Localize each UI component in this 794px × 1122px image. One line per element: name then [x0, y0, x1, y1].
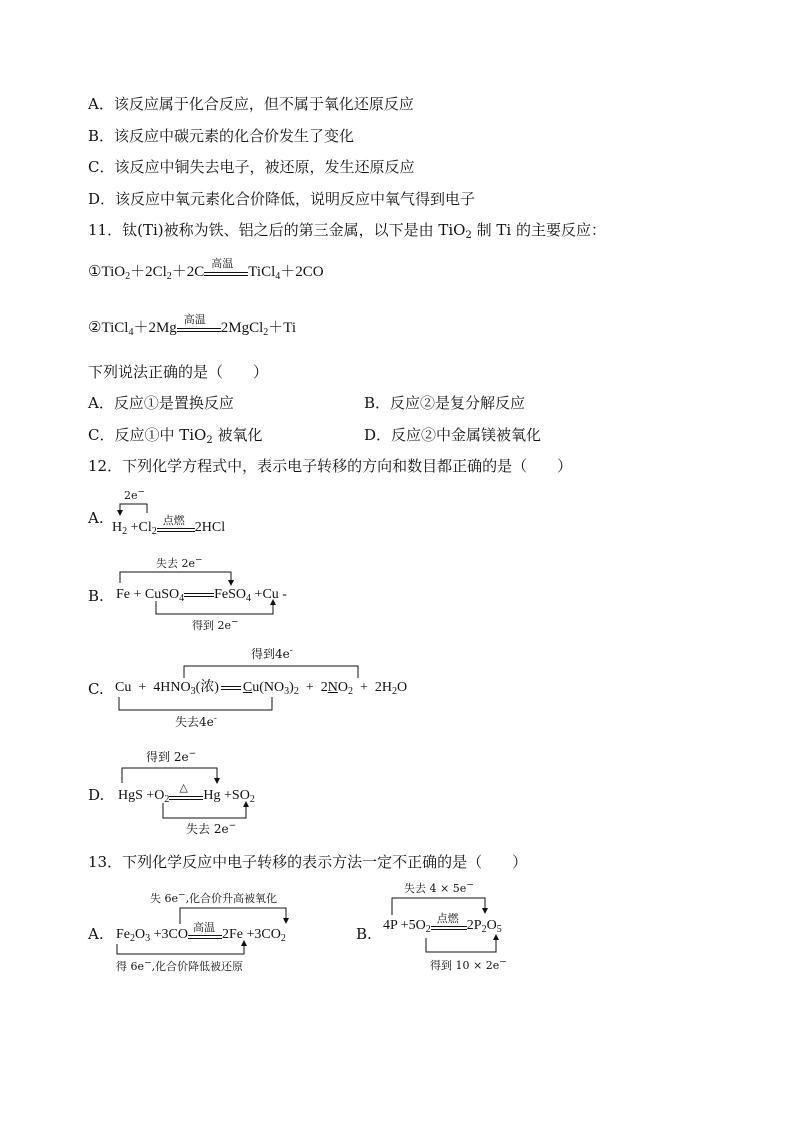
- q13-label-a: A.: [88, 925, 104, 943]
- q13a-gain-label: 得 6e−,化合价降低被还原: [116, 958, 244, 973]
- q12b-gain-label: 得到 2e−: [192, 617, 239, 632]
- q11-prompt: 下列说法正确的是（ ）: [88, 363, 269, 381]
- q11-option-a: A．反应①是置换反应: [88, 394, 234, 412]
- q13b-equation: $4P +5O_2$ 点燃 $2P_2O_5$: [383, 916, 502, 936]
- condition-label: 高温: [211, 257, 234, 270]
- q12d-gain-label: 得到 2e−: [146, 749, 197, 764]
- q12-label-d: D.: [88, 786, 105, 804]
- q13a-equation: $Fe_2O_3 +3CO$ 高温 $2Fe +3CO_2$: [116, 925, 286, 945]
- q12b-equation: Fe + CuSO$_4$ FeSO$_4$ +Cu -: [116, 587, 287, 604]
- condition-label: 点燃: [436, 912, 459, 925]
- q11-option-d: D．反应②中金属镁被氧化: [364, 426, 542, 444]
- q12-label-a: A.: [88, 509, 104, 527]
- q12c-lose-label: 失去4e-: [175, 714, 217, 729]
- condition-label: 高温: [183, 313, 206, 326]
- heat-symbol: △: [179, 781, 188, 794]
- condition-label: 点燃: [162, 514, 185, 527]
- q10-option-a: A．该反应属于化合反应，但不属于氧化还原反应: [88, 95, 414, 113]
- q11-equation-1: $①TiO_2+2Cl_2+2C$ 高温 TiCl$_4$＋2CO: [88, 262, 324, 282]
- q10-option-d: D．该反应中氧元素化合价降低，说明反应中氧气得到电子: [88, 190, 476, 208]
- q12c-gain-label: 得到4e-: [251, 646, 293, 661]
- q11-stem: 11．钛(Ti)被称为铁、铝之后的第三金属，以下是由 TiO$_2$ 制 Ti 的主要反应：: [88, 221, 606, 241]
- q10-option-b: B．该反应中碳元素的化合价发生了变化: [88, 127, 355, 145]
- q12-label-c: C.: [88, 680, 104, 698]
- q12d-equation: HgS $+O_2$ △ $Hg +SO_2$: [118, 786, 255, 806]
- q12b-lose-label: 失去 2e−: [156, 555, 203, 570]
- q10-option-c: C．该反应中铜失去电子，被还原，发生还原反应: [88, 158, 415, 176]
- q12a-equation: $H_2 +Cl_2$ 点燃 2HCl: [112, 518, 225, 538]
- q12c-equation: $Cu + 4HNO_3$(浓) $Cu(NO_3)_2 + 2NO_2 + 2H_2O$: [115, 680, 408, 697]
- q13b-lose-label: 失去 4 × 5e−: [404, 880, 474, 895]
- q13-label-b: B.: [356, 925, 372, 943]
- q12-label-b: B.: [88, 587, 104, 605]
- q11-option-b: B．反应②是复分解反应: [364, 394, 526, 412]
- condition-label: 高温: [192, 921, 215, 934]
- q11-option-c: C．反应①中 TiO$_2$ 被氧化: [88, 426, 263, 446]
- q13a-lose-label: 失 6e−,化合价升高被氧化: [150, 890, 278, 905]
- q12d-lose-label: 失去 2e−: [186, 821, 237, 836]
- q11-equation-2: ②TiCl$_4$＋2Mg 高温 2MgCl$_2$＋Ti: [88, 318, 296, 338]
- q12-stem: 12．下列化学方程式中，表示电子转移的方向和数目都正确的是（ ）: [88, 457, 573, 475]
- q13b-gain-label: 得到 10 × 2e−: [430, 957, 507, 972]
- q13-stem: 13．下列化学反应中电子转移的表示方法一定不正确的是（ ）: [88, 853, 528, 871]
- q12a-electron-label: 2e−: [124, 487, 146, 502]
